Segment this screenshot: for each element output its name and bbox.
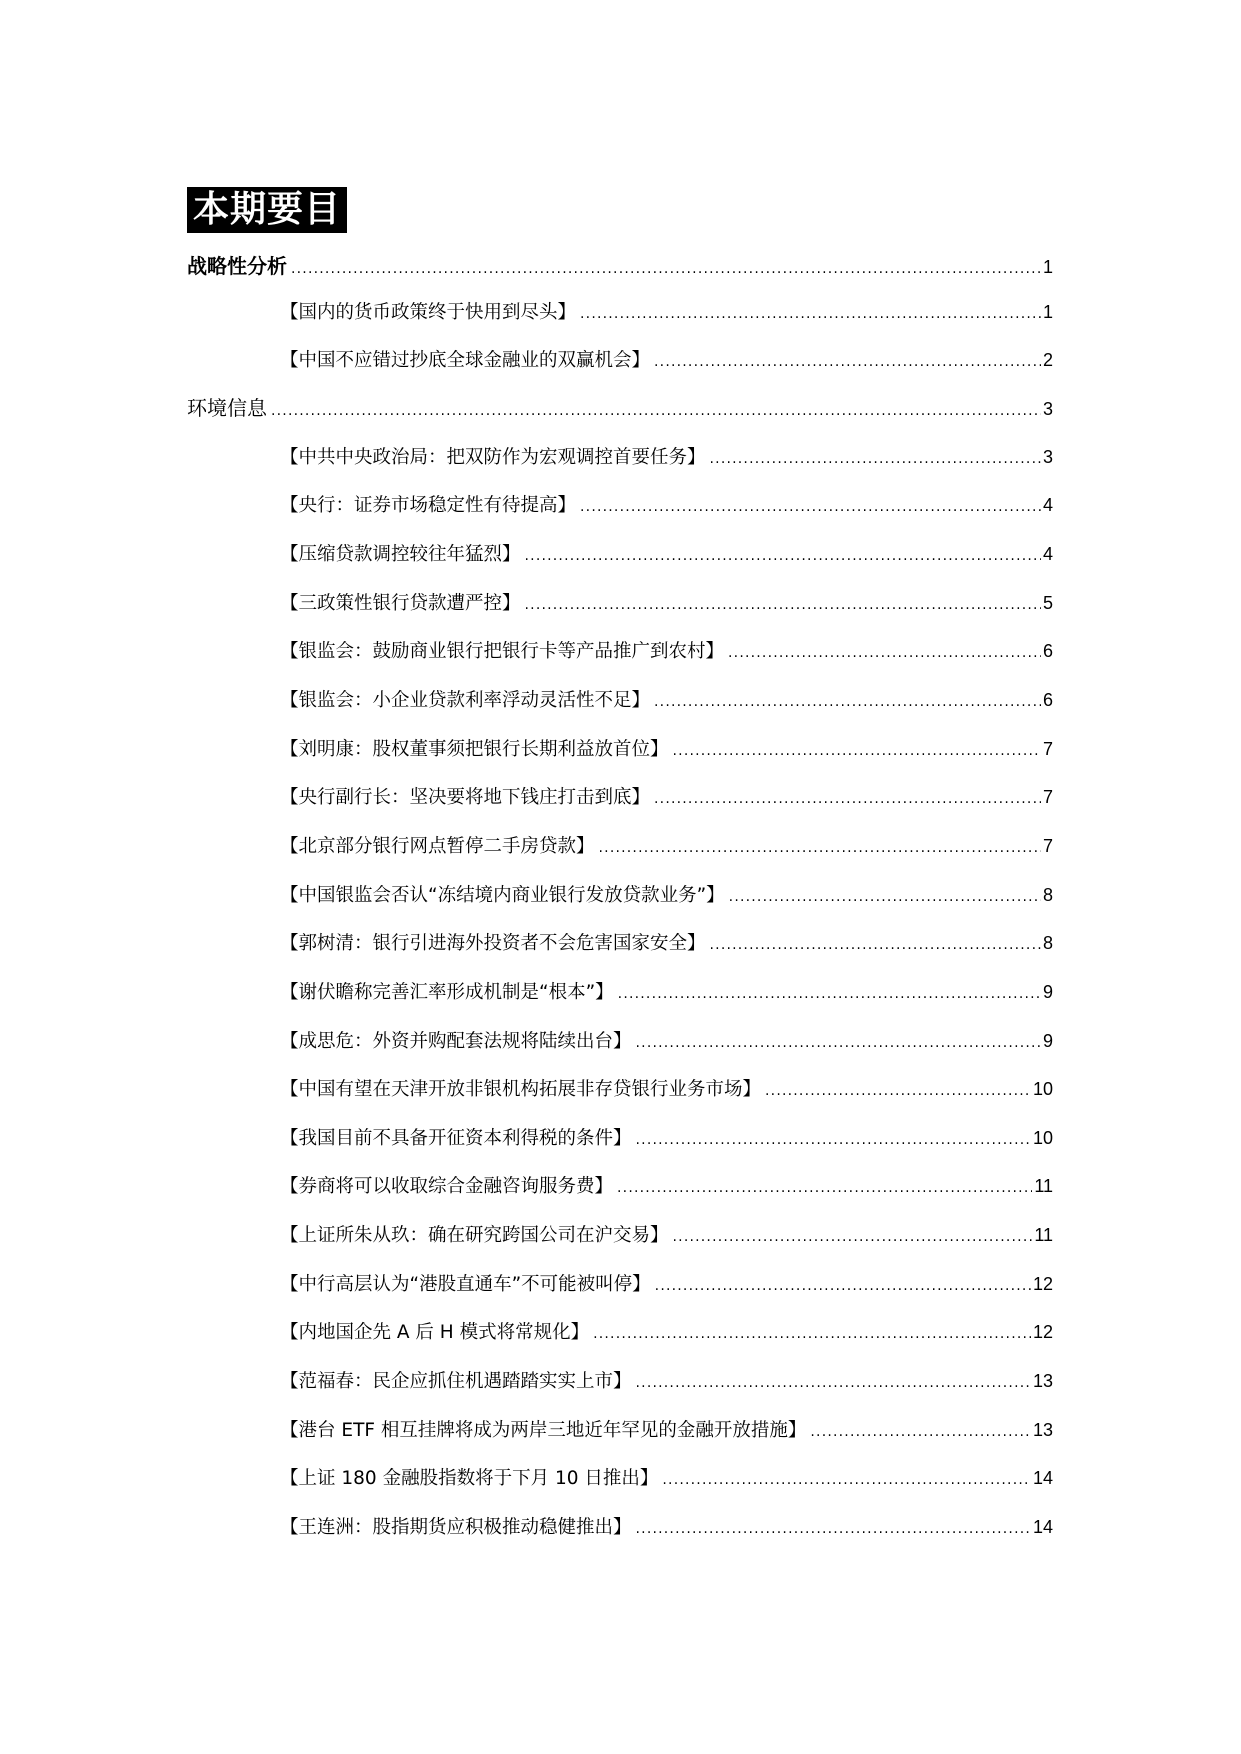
toc-leader-dots bbox=[636, 1513, 1031, 1545]
toc-item-label: 【郭树清：银行引进海外投资者不会危害国家安全】 bbox=[280, 933, 706, 954]
toc-page-number: 5 bbox=[1042, 593, 1053, 613]
toc-page-number: 3 bbox=[1042, 399, 1053, 419]
toc-page-number: 6 bbox=[1042, 690, 1053, 710]
toc-page-number: 12 bbox=[1032, 1274, 1053, 1294]
toc-item[interactable] bbox=[280, 976, 1053, 1008]
toc-item-label: 【上证 180 金融股指数将于下月 10 日推出】 bbox=[280, 1468, 659, 1489]
toc-page-number: 10 bbox=[1032, 1128, 1053, 1148]
toc-section-strategic-analysis[interactable] bbox=[187, 250, 1053, 282]
toc-page-number: 2 bbox=[1042, 350, 1053, 370]
toc-leader-dots bbox=[710, 443, 1041, 475]
toc-item[interactable] bbox=[280, 1073, 1053, 1105]
toc-item[interactable] bbox=[280, 1462, 1053, 1494]
toc-leader-dots bbox=[636, 1027, 1041, 1059]
toc-page-number: 3 bbox=[1042, 447, 1053, 467]
toc-item[interactable] bbox=[280, 587, 1053, 619]
toc-leader-dots bbox=[580, 298, 1041, 330]
toc-leader-dots bbox=[655, 1270, 1031, 1302]
toc-item-label: 【央行副行长：坚决要将地下钱庄打击到底】 bbox=[280, 787, 651, 808]
toc-page-number: 7 bbox=[1042, 787, 1053, 807]
toc-leader-dots bbox=[599, 832, 1041, 864]
toc-item[interactable] bbox=[280, 635, 1053, 667]
toc-item[interactable] bbox=[280, 1219, 1053, 1251]
toc-item-label: 【成思危：外资并购配套法规将陆续出台】 bbox=[280, 1031, 632, 1052]
toc-leader-dots bbox=[636, 1124, 1031, 1156]
toc-item-label: 【中国有望在天津开放非银机构拓展非存贷银行业务市场】 bbox=[280, 1079, 762, 1100]
toc-item[interactable] bbox=[280, 1316, 1053, 1348]
toc-item-label: 【范福春：民企应抓住机遇踏踏实实上市】 bbox=[280, 1371, 632, 1392]
toc-item[interactable] bbox=[280, 296, 1053, 328]
toc-page-number: 6 bbox=[1042, 641, 1053, 661]
toc-page-number: 10 bbox=[1032, 1079, 1053, 1099]
toc-item[interactable] bbox=[280, 1122, 1053, 1154]
toc-leader-dots bbox=[617, 1172, 1032, 1204]
toc-item-label: 【央行：证券市场稳定性有待提高】 bbox=[280, 495, 577, 516]
toc-section-environment-info[interactable] bbox=[187, 392, 1053, 424]
toc-leader-dots bbox=[291, 253, 1041, 285]
toc-item[interactable] bbox=[280, 489, 1053, 521]
toc-page-number: 4 bbox=[1042, 544, 1053, 564]
toc-item-label: 【券商将可以收取综合金融咨询服务费】 bbox=[280, 1176, 614, 1197]
toc-page-number: 12 bbox=[1032, 1322, 1053, 1342]
toc-leader-dots bbox=[765, 1075, 1031, 1107]
toc-page-number: 4 bbox=[1042, 495, 1053, 515]
toc-item-label: 【中共中央政治局：把双防作为宏观调控首要任务】 bbox=[280, 447, 706, 468]
toc-item[interactable] bbox=[280, 781, 1053, 813]
toc-section-label: 战略性分析 bbox=[187, 254, 287, 278]
toc-item-label: 【银监会：小企业贷款利率浮动灵活性不足】 bbox=[280, 690, 651, 711]
toc-page-number: 1 bbox=[1042, 302, 1053, 322]
toc-leader-dots bbox=[662, 1464, 1031, 1496]
toc-page-number: 7 bbox=[1042, 739, 1053, 759]
toc-item-label: 【中行高层认为“港股直通车”不可能被叫停】 bbox=[280, 1274, 651, 1295]
toc-item[interactable] bbox=[280, 1170, 1053, 1202]
toc-leader-dots bbox=[728, 637, 1041, 669]
toc-item-label: 【中国银监会否认“冻结境内商业银行发放贷款业务”】 bbox=[280, 885, 725, 906]
toc-leader-dots bbox=[810, 1416, 1031, 1448]
toc-leader-dots bbox=[673, 1221, 1033, 1253]
toc-leader-dots bbox=[618, 978, 1041, 1010]
toc-leader-dots bbox=[580, 491, 1041, 523]
toc-leader-dots bbox=[654, 686, 1041, 718]
toc-item-label: 【银监会：鼓励商业银行把银行卡等产品推广到农村】 bbox=[280, 641, 725, 662]
toc-item[interactable] bbox=[280, 1268, 1053, 1300]
toc-page-number: 1 bbox=[1042, 257, 1053, 277]
toc-item[interactable] bbox=[280, 927, 1053, 959]
toc-item-label: 【上证所朱从玖：确在研究跨国公司在沪交易】 bbox=[280, 1225, 669, 1246]
toc-page-number: 7 bbox=[1042, 836, 1053, 856]
toc-item-label: 【刘明康：股权董事须把银行长期利益放首位】 bbox=[280, 739, 669, 760]
toc-item-label: 【谢伏瞻称完善汇率形成机制是“根本”】 bbox=[280, 982, 614, 1003]
toc-page-number: 8 bbox=[1042, 933, 1053, 953]
toc-page-number: 11 bbox=[1034, 1176, 1053, 1196]
toc-section-label: 环境信息 bbox=[187, 396, 267, 420]
toc-item-label: 【我国目前不具备开征资本利得税的条件】 bbox=[280, 1128, 632, 1149]
toc-leader-dots bbox=[710, 929, 1041, 961]
toc-page-number: 11 bbox=[1034, 1225, 1053, 1245]
toc-item-label: 【中国不应错过抄底全球金融业的双赢机会】 bbox=[280, 350, 651, 371]
toc-page-number: 9 bbox=[1042, 982, 1053, 1002]
toc-item-label: 【压缩贷款调控较往年猛烈】 bbox=[280, 544, 521, 565]
toc-item-label: 【王连洲：股指期货应积极推动稳健推出】 bbox=[280, 1517, 632, 1538]
toc-item[interactable] bbox=[280, 830, 1053, 862]
toc-page-number: 8 bbox=[1042, 885, 1053, 905]
toc-page-number: 13 bbox=[1032, 1420, 1053, 1440]
toc-item-label: 【三政策性银行贷款遭严控】 bbox=[280, 593, 521, 614]
toc-item[interactable] bbox=[280, 1414, 1053, 1446]
toc-item[interactable] bbox=[280, 684, 1053, 716]
toc-leader-dots bbox=[525, 589, 1041, 621]
toc-item-label: 【北京部分银行网点暂停二手房贷款】 bbox=[280, 836, 595, 857]
toc-page-number: 13 bbox=[1032, 1371, 1053, 1391]
toc-page-number: 14 bbox=[1032, 1468, 1053, 1488]
toc-leader-dots bbox=[593, 1318, 1031, 1350]
toc-leader-dots bbox=[729, 881, 1041, 913]
toc-title: 本期要目 bbox=[187, 187, 347, 233]
toc-item[interactable] bbox=[280, 1511, 1053, 1543]
toc-item-label: 【港台 ETF 相互挂牌将成为两岸三地近年罕见的金融开放措施】 bbox=[280, 1420, 807, 1441]
toc-leader-dots bbox=[525, 540, 1041, 572]
toc-leader-dots bbox=[636, 1367, 1031, 1399]
toc-item[interactable] bbox=[280, 344, 1053, 376]
toc-item-label: 【内地国企先 A 后 H 模式将常规化】 bbox=[280, 1322, 590, 1343]
toc-item-label: 【国内的货币政策终于快用到尽头】 bbox=[280, 302, 577, 323]
toc-leader-dots bbox=[654, 783, 1041, 815]
toc-leader-dots bbox=[673, 735, 1041, 767]
toc-leader-dots bbox=[271, 395, 1041, 427]
toc-item[interactable] bbox=[280, 879, 1053, 911]
toc-page-number: 9 bbox=[1042, 1031, 1053, 1051]
toc-page-number: 14 bbox=[1032, 1517, 1053, 1537]
toc-item[interactable] bbox=[280, 538, 1053, 570]
toc-item[interactable] bbox=[280, 733, 1053, 765]
toc-item[interactable] bbox=[280, 1025, 1053, 1057]
toc-leader-dots bbox=[654, 346, 1041, 378]
toc-item[interactable] bbox=[280, 441, 1053, 473]
toc-item[interactable] bbox=[280, 1365, 1053, 1397]
